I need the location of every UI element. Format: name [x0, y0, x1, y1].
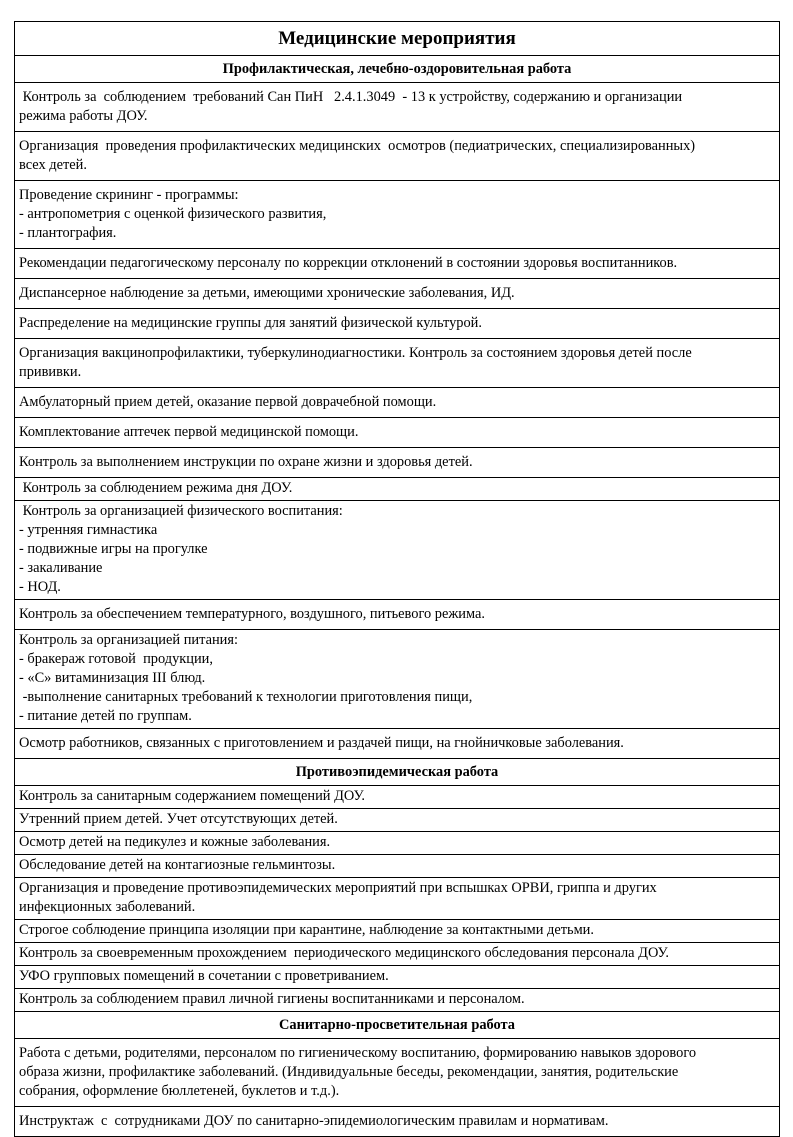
measures-table: [14, 21, 780, 1137]
section-heading-row: [15, 1012, 780, 1039]
measure-cell: [15, 388, 780, 418]
measure-text-line: Утренний прием детей. Учет отсутствующих детей.: [19, 811, 338, 827]
table-row: [15, 501, 780, 600]
measure-cell: [15, 478, 780, 501]
measure-cell: [15, 878, 780, 920]
table-row: [15, 279, 780, 309]
measure-cell: [15, 418, 780, 448]
measure-text-line: Строгое соблюдение принципа изоляции при карантине, наблюдение за контактными детьми.: [19, 922, 594, 938]
table-row: [15, 600, 780, 630]
measure-cell: [15, 249, 780, 279]
table-row: [15, 448, 780, 478]
table-row: [15, 132, 780, 181]
measure-text-line: Контроль за обеспечением температурного, воздушного, питьевого режима.: [19, 606, 485, 622]
measure-text-line: -выполнение санитарных требований к технологии приготовления пищи,: [19, 689, 473, 705]
measure-text-line: Комплектование аптечек первой медицинской помощи.: [19, 424, 359, 440]
measure-cell: [15, 920, 780, 943]
measure-text-line: Проведение скрининг - программы:: [19, 187, 239, 203]
section-heading-row: [15, 759, 780, 786]
table-row: [15, 786, 780, 809]
measure-text-line: - антропометрия с оценкой физического развития,: [19, 206, 327, 222]
measure-text-line: Организация вакцинопрофилактики, туберкулинодиагностики. Контроль за состоянием здоровья детей после: [19, 345, 692, 361]
measure-cell: [15, 501, 780, 600]
measure-text-line: Инструктаж с сотрудниками ДОУ по санитарно-эпидемиологическим правилам и нормативам.: [19, 1113, 609, 1129]
measure-cell: [15, 132, 780, 181]
table-row: [15, 1039, 780, 1107]
document-title: Медицинские мероприятия: [15, 22, 780, 56]
table-row: [15, 989, 780, 1012]
table-row: [15, 966, 780, 989]
section-heading: Санитарно-просветительная работа: [15, 1012, 780, 1039]
measure-text-line: Контроль за соблюдением правил личной гигиены воспитанниками и персоналом.: [19, 991, 525, 1007]
measure-text-line: - плантография.: [19, 225, 117, 241]
measure-text-line: Рекомендации педагогическому персоналу по коррекции отклонений в состоянии здоровья воспитанников.: [19, 255, 678, 271]
measure-text-line: Осмотр детей на педикулез и кожные заболевания.: [19, 834, 331, 850]
table-row: [15, 809, 780, 832]
measure-text-line: Диспансерное наблюдение за детьми, имеющими хронические заболевания, ИД.: [19, 285, 515, 301]
measure-text-line: - подвижные игры на прогулке: [19, 541, 208, 557]
measure-cell: [15, 1039, 780, 1107]
section-heading-row: [15, 56, 780, 83]
measure-text-line: УФО групповых помещений в сочетании с проветриванием.: [19, 968, 389, 984]
measure-cell: [15, 966, 780, 989]
measure-text-line: - питание детей по группам.: [19, 708, 192, 724]
table-row: [15, 943, 780, 966]
measure-text-line: Осмотр работников, связанных с приготовлением и раздачей пищи, на гнойничковые заболевания.: [19, 735, 624, 751]
table-row: [15, 729, 780, 759]
table-row: [15, 388, 780, 418]
measure-cell: [15, 600, 780, 630]
table-row: [15, 249, 780, 279]
measure-cell: [15, 181, 780, 249]
medical-measures-document: [14, 21, 780, 1137]
measure-cell: [15, 855, 780, 878]
measure-text-line: Контроль за санитарным содержанием помещений ДОУ.: [19, 788, 365, 804]
measure-text-line: инфекционных заболеваний.: [19, 899, 196, 915]
table-row: [15, 83, 780, 132]
measure-text-line: всех детей.: [19, 157, 87, 173]
measure-text-line: Работа с детьми, родителями, персоналом по гигиеническому воспитанию, формированию навыков здорового: [19, 1045, 697, 1061]
measure-text-line: Обследование детей на контагиозные гельминтозы.: [19, 857, 336, 873]
measure-cell: [15, 83, 780, 132]
section-heading: Противоэпидемическая работа: [15, 759, 780, 786]
measure-text-line: образа жизни, профилактике заболеваний. (Индивидуальные беседы, рекомендации, занятия, родительские: [19, 1064, 679, 1080]
measure-cell: [15, 279, 780, 309]
section-heading: Профилактическая, лечебно-оздоровительная работа: [15, 56, 780, 83]
measure-text-line: Организация проведения профилактических медицинских осмотров (педиатрических, специализированных): [19, 138, 696, 154]
measure-cell: [15, 943, 780, 966]
measure-text-line: Контроль за своевременным прохождением периодического медицинского обследования персонала ДОУ.: [19, 945, 669, 961]
table-row: [15, 832, 780, 855]
measure-text-line: прививки.: [19, 364, 82, 380]
table-row: [15, 478, 780, 501]
measure-cell: [15, 832, 780, 855]
table-row: [15, 339, 780, 388]
table-row: [15, 309, 780, 339]
measure-text-line: - закаливание: [19, 560, 103, 576]
title-row: [15, 22, 780, 56]
measure-cell: [15, 809, 780, 832]
measure-text-line: Контроль за выполнением инструкции по охране жизни и здоровья детей.: [19, 454, 473, 470]
table-row: [15, 181, 780, 249]
measure-cell: [15, 448, 780, 478]
measure-cell: [15, 630, 780, 729]
measure-text-line: режима работы ДОУ.: [19, 108, 148, 124]
measure-text-line: - утренняя гимнастика: [19, 522, 158, 538]
measure-cell: [15, 989, 780, 1012]
measure-text-line: Организация и проведение противоэпидемических мероприятий при вспышках ОРВИ, гриппа и других: [19, 880, 657, 896]
table-row: [15, 855, 780, 878]
measure-text-line: - бракераж готовой продукции,: [19, 651, 213, 667]
measure-text-line: Контроль за организацией питания:: [19, 632, 238, 648]
measure-text-line: - «С» витаминизация III блюд.: [19, 670, 206, 686]
measure-text-line: Распределение на медицинские группы для занятий физической культурой.: [19, 315, 482, 331]
measure-text-line: Контроль за соблюдением режима дня ДОУ.: [19, 480, 293, 496]
measure-text-line: - НОД.: [19, 579, 61, 595]
measure-cell: [15, 729, 780, 759]
table-row: [15, 920, 780, 943]
measure-cell: [15, 339, 780, 388]
measure-text-line: Контроль за организацией физического воспитания:: [19, 503, 343, 519]
table-row: [15, 878, 780, 920]
measure-cell: [15, 786, 780, 809]
table-row: [15, 418, 780, 448]
measure-text-line: собрания, оформление бюллетеней, буклетов и т.д.).: [19, 1083, 340, 1099]
measure-cell: [15, 309, 780, 339]
table-row: [15, 630, 780, 729]
measure-text-line: Контроль за соблюдением требований Сан ПиН 2.4.1.3049 - 13 к устройству, содержанию и организации: [19, 89, 683, 105]
measure-text-line: Амбулаторный прием детей, оказание первой доврачебной помощи.: [19, 394, 437, 410]
